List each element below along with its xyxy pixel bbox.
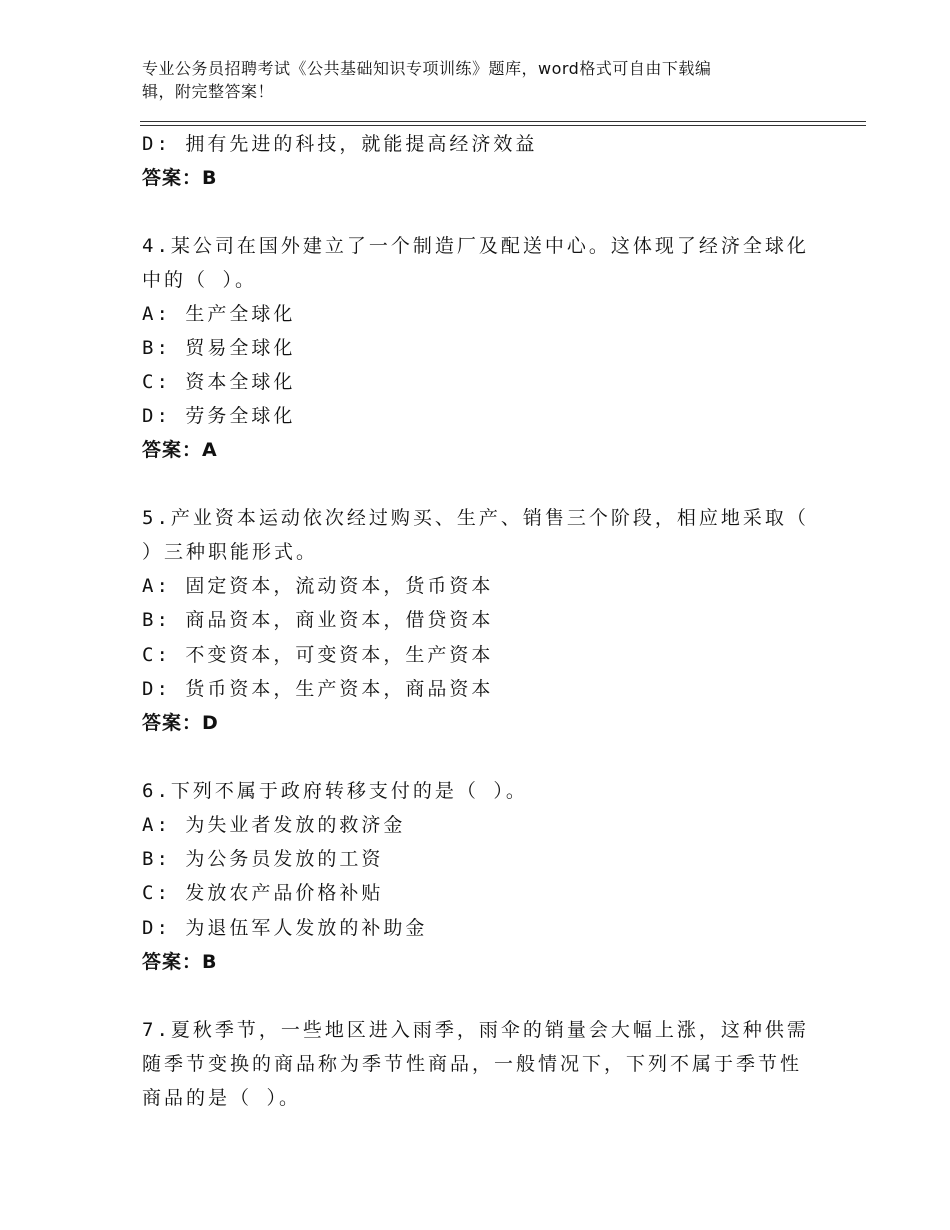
header-line-2: 辑，附完整答案！: [142, 82, 275, 101]
q7-stem-line-3: 商品的是（ ）。: [142, 1087, 301, 1109]
q6-answer: 答案：B: [142, 951, 218, 973]
q3-answer: 答案：B: [142, 167, 218, 189]
header-line-1: 专业公务员招聘考试《公共基础知识专项训练》题库，word格式可自由下载编: [142, 59, 712, 78]
q5-stem-line-1: 5.产业资本运动依次经过购买、生产、销售三个阶段，相应地采取（: [142, 507, 809, 529]
q4-stem-line-2: 中的（ ）。: [142, 269, 257, 291]
header-divider-bottom: [140, 125, 866, 126]
q6-stem-line-1: 6.下列不属于政府转移支付的是（ ）。: [142, 780, 528, 802]
q3-option-d: D: 拥有先进的科技，就能提高经济效益: [142, 133, 538, 155]
q4-option-a: A: 生产全球化: [142, 303, 296, 325]
q5-answer: 答案：D: [142, 712, 219, 734]
q7-stem-line-1: 7.夏秋季节，一些地区进入雨季，雨伞的销量会大幅上涨，这种供需: [142, 1019, 809, 1041]
q4-stem-line-1: 4.某公司在国外建立了一个制造厂及配送中心。这体现了经济全球化: [142, 235, 809, 257]
q6-option-b: B: 为公务员发放的工资: [142, 848, 384, 870]
q6-option-a: A: 为失业者发放的救济金: [142, 814, 406, 836]
page-header: [142, 57, 802, 103]
q4-option-b: B: 贸易全球化: [142, 337, 296, 359]
q5-option-c: C: 不变资本，可变资本，生产资本: [142, 644, 494, 666]
q5-option-d: D: 货币资本，生产资本，商品资本: [142, 678, 494, 700]
q7-stem-line-2: 随季节变换的商品称为季节性商品，一般情况下，下列不属于季节性: [142, 1053, 803, 1075]
q6-option-c: C: 发放农产品价格补贴: [142, 882, 384, 904]
q4-option-d: D: 劳务全球化: [142, 405, 296, 427]
q4-answer: 答案：A: [142, 439, 218, 461]
q6-option-d: D: 为退伍军人发放的补助金: [142, 917, 428, 939]
q5-option-b: B: 商品资本，商业资本，借贷资本: [142, 609, 494, 631]
q4-option-c: C: 资本全球化: [142, 371, 296, 393]
q5-option-a: A: 固定资本，流动资本，货币资本: [142, 575, 494, 597]
header-divider-top: [140, 121, 866, 122]
q5-stem-line-2: ）三种职能形式。: [142, 541, 319, 563]
